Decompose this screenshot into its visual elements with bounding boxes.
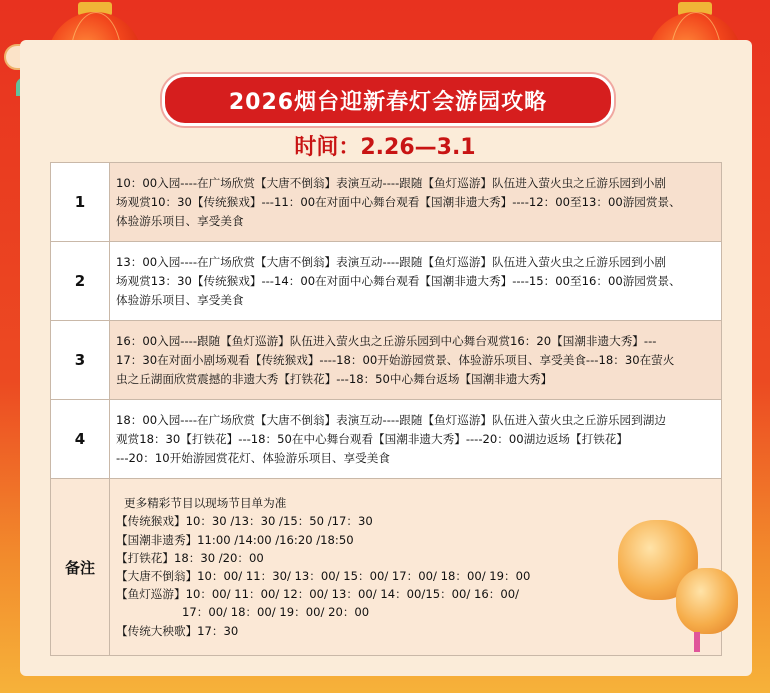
note-line: 【传统大秧歌】17：30	[116, 623, 239, 638]
row-line: 体验游乐项目、享受美食	[116, 292, 244, 307]
row-description	[110, 242, 722, 321]
row-number: 1	[51, 163, 110, 242]
event-dates: 时间：2.26—3.1	[294, 135, 476, 160]
row-line: 观赏18：30【打铁花】---18：50在中心舞台观看【国潮非遗大秀】----20：00湖边返场【打铁花】	[116, 431, 628, 446]
note-line: 17：00/ 18：00/ 19：00/ 20：00	[182, 605, 370, 620]
table-row	[51, 400, 722, 479]
row-line: 16：00入园----跟随【鱼灯巡游】队伍进入萤火虫之丘游乐园到中心舞台观赏16：20【国潮非遗大秀】---	[116, 333, 657, 348]
row-line: 场观赏13：30【传统猴戏】---14：00在对面中心舞台观看【国潮非遗大秀】----15：00至16：00游园赏景、	[116, 273, 681, 288]
row-line: 场观赏10：30【传统猴戏】---11：00在对面中心舞台观看【国潮非遗大秀】----12：00至13：00游园赏景、	[116, 194, 681, 209]
table-row	[51, 242, 722, 321]
row-line: 10：00入园----在广场欣赏【大唐不倒翁】表演互动----跟随【鱼灯巡游】队伍进入萤火虫之丘游乐园到小剧	[116, 175, 666, 190]
notes-label: 备注	[51, 479, 110, 656]
note-line: 【国潮非遗秀】11:00 /14:00 /16:20 /18:50	[116, 532, 354, 547]
notes-intro: 更多精彩节目以现场节目单为准	[124, 496, 287, 511]
row-line: 13：00入园----在广场欣赏【大唐不倒翁】表演互动----跟随【鱼灯巡游】队伍进入萤火虫之丘游乐园到小剧	[116, 254, 666, 269]
row-description	[110, 163, 722, 242]
row-line: 17：30在对面小剧场观看【传统猴戏】----18：00开始游园赏景、体验游乐项目、享受美食---18：30在萤火	[116, 352, 675, 367]
row-number: 2	[51, 242, 110, 321]
row-line: 虫之丘湖面欣赏震撼的非遗大秀【打铁花】---18：50中心舞台返场【国潮非遗大秀】	[116, 371, 553, 386]
row-description	[110, 400, 722, 479]
table-row	[51, 321, 722, 400]
note-line: 【大唐不倒翁】10：00/ 11：30/ 13：00/ 15：00/ 17：00/ 18：00/ 19：00	[116, 569, 531, 583]
gold-lantern-small-icon	[676, 568, 740, 648]
note-line: 【鱼灯巡游】10：00/ 11：00/ 12：00/ 13：00/ 14：00/15：00/ 16：00/	[116, 587, 520, 602]
row-number: 3	[51, 321, 110, 400]
row-line: 体验游乐项目、享受美食	[116, 213, 244, 228]
row-number: 4	[51, 400, 110, 479]
row-description	[110, 321, 722, 400]
table-row	[51, 163, 722, 242]
note-line: 【传统猴戏】10：30 /13：30 /15：50 /17：30	[116, 514, 373, 529]
row-line: 18：00入园----在广场欣赏【大唐不倒翁】表演互动----跟随【鱼灯巡游】队伍进入萤火虫之丘游乐园到湖边	[116, 412, 666, 427]
page-title: 2026烟台迎新春灯会游园攻略	[162, 74, 614, 126]
row-line: ---20：10开始游园赏花灯、体验游乐项目、享受美食	[116, 450, 390, 465]
note-line: 【打铁花】18：30 /20：00	[116, 550, 264, 565]
